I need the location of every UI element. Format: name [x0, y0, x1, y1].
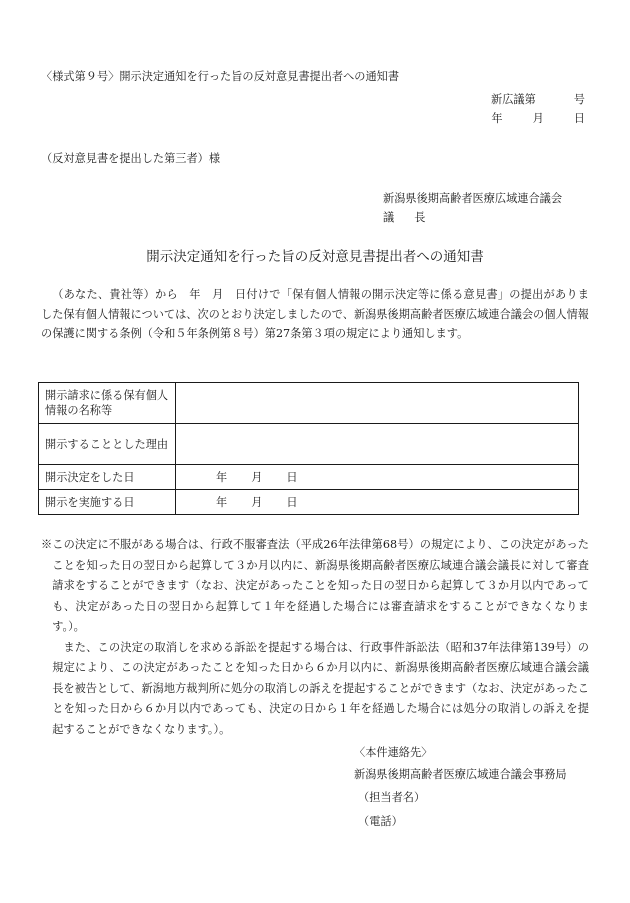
issuer-title-first: 議 — [383, 211, 395, 224]
implementation-month: 月 — [251, 496, 263, 509]
document-number-suffix: 号 — [573, 93, 585, 106]
contact-person: （担当者名） — [358, 791, 426, 804]
issuer-title — [383, 209, 425, 225]
row-label-info-name: 開示請求に係る保有個人情報の名称等 — [39, 383, 176, 424]
form-identifier: 〈様式第９号〉開示決定通知を行った旨の反対意見書提出者への通知書 — [41, 70, 400, 83]
table-row — [39, 490, 579, 515]
implementation-year: 年 — [216, 496, 228, 509]
row-value-implementation-date — [176, 490, 579, 515]
body-paragraph: （あなた、貴社等）から 年 月 日付けで「保有個人情報の開示決定等に係る意見書」の提出がありました保有個人情報については、次のとおり決定しましたので、新潟県後期高齢者医療広域連合議会の個人情報の保護に関する条例（令和５年条例第８号）第27条第３項の規定により通知します。 — [41, 288, 589, 341]
row-label-implementation-date: 開示を実施する日 — [39, 490, 176, 515]
row-value-reason — [176, 424, 579, 465]
row-label-reason: 開示することとした理由 — [39, 424, 176, 465]
date-day: 日 — [573, 112, 585, 125]
contact-heading: 〈本件連絡先〉 — [354, 746, 433, 759]
decision-table — [38, 382, 579, 515]
recipient: （反対意見書を提出した第三者）様 — [41, 152, 221, 165]
row-value-decision-date — [176, 465, 579, 490]
body-paragraph-container — [41, 285, 589, 344]
date-year: 年 — [491, 112, 503, 125]
notice-lawsuit: また、この決定の取消しを求める訴訟を提起する場合は、行政事件訴訟法（昭和37年法律第139号）の規定により、この決定があったことを知った日から６か月以内に、新潟県後期高齢者医療広域連合議会議長を被告として、新潟地方裁判所に処分の取消しの訴えを提起することができます（なお、決定があったことを知った日から６か月以内であっても、決定の日から１年を経過した場合には処分の取消しの訴えを提起することができなくなります。）。 — [52, 640, 589, 736]
document-title: 開示決定通知を行った旨の反対意見書提出者への通知書 — [146, 249, 484, 265]
date-month: 月 — [532, 112, 544, 125]
appeal-notice — [41, 535, 589, 740]
contact-office: 新潟県後期高齢者医療広域連合議会事務局 — [354, 768, 567, 781]
implementation-day: 日 — [286, 496, 298, 509]
decision-day: 日 — [286, 471, 298, 484]
row-value-info-name — [176, 383, 579, 424]
row-label-decision-date: 開示決定をした日 — [39, 465, 176, 490]
decision-year: 年 — [216, 471, 228, 484]
contact-phone: （電話） — [358, 815, 403, 828]
table-row — [39, 465, 579, 490]
document-number-prefix: 新広議第 — [491, 93, 536, 106]
notice-administrative-appeal: ※この決定に不服がある場合は、行政不服審査法（平成26年法律第68号）の規定により、この決定があったことを知った日の翌日から起算して３か月以内に、新潟県後期高齢者医療広域連合議会議長に対して審査請求をすることができます（なお、決定があったことを知った日の翌日から起算して３か月以内であっても、決定があった日の翌日から起算して１年を経過した場合には審査請求をすることができなくなります。）。 — [41, 538, 589, 633]
issuer-title-second: 長 — [414, 211, 426, 224]
issuer-organization: 新潟県後期高齢者医療広域連合議会 — [383, 192, 563, 205]
decision-month: 月 — [251, 471, 263, 484]
document-number — [491, 91, 585, 107]
table-row — [39, 424, 579, 465]
table-row — [39, 383, 579, 424]
document-date — [491, 110, 585, 126]
